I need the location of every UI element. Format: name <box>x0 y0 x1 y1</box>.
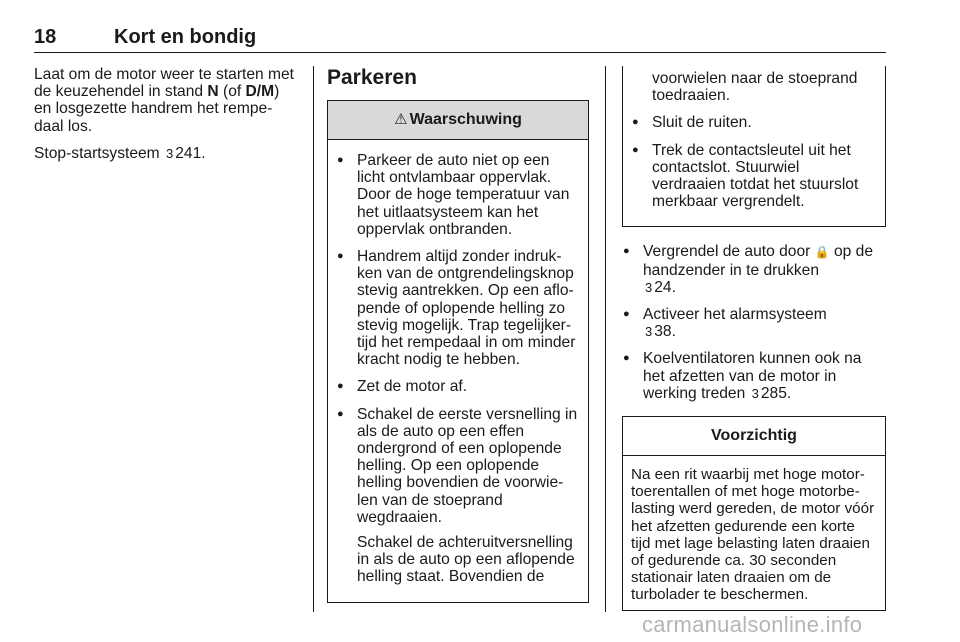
list-item <box>622 243 886 296</box>
list-item-continued: voorwielen naar de stoeprand toedraaien. <box>652 70 858 105</box>
column-divider-1 <box>313 66 314 612</box>
gear-n: N <box>207 83 219 101</box>
warning-box <box>327 100 589 603</box>
caution-box <box>622 416 886 611</box>
text-run: Koelventilatoren kunnen ook na het afzetten van de motor in werking treden <box>643 350 862 402</box>
warning-list-continued <box>631 70 877 210</box>
restart-paragraph <box>34 66 300 135</box>
text-run: (of <box>218 83 246 101</box>
list-item: ● Parkeer de auto niet op een licht ontvlambaar oppervlak. Door de hoge temperatuur van het uitlaatsysteem kan het oppervlak ontbranden. <box>336 152 580 238</box>
stop-start-reference <box>34 145 300 162</box>
caution-title: Voorzichtig <box>623 417 885 456</box>
warning-triangle-icon: ⚠ <box>394 111 408 129</box>
text-run: Vergrendel de auto door <box>643 243 811 261</box>
chapter-title: Kort en bondig <box>114 26 257 48</box>
list-item: ● Sluit de ruiten. <box>631 114 877 131</box>
page-reference-arrow-icon: 3 <box>751 385 759 401</box>
list-item-extra: Schakel de achteruitversnelling in als de auto op een aflopende helling staat. Bovendien de <box>357 534 575 586</box>
section-title: Parkeren <box>327 66 417 89</box>
page-number: 18 <box>34 26 57 48</box>
column-divider-2 <box>605 66 606 612</box>
reference-page[interactable]: 24. <box>654 278 676 296</box>
page-reference-arrow-icon: 3 <box>166 145 174 161</box>
text-run: ) en losgezette handrem het rempe-daal los. <box>34 83 280 135</box>
gear-dm: D/M <box>245 83 275 101</box>
lock-icon: 🔒 <box>814 245 830 260</box>
warning-box-continued <box>622 66 886 227</box>
page-reference-arrow-icon: 3 <box>645 279 653 295</box>
column-right <box>622 66 886 611</box>
page-header <box>34 24 886 53</box>
warning-list <box>336 152 580 586</box>
list-item <box>622 350 886 402</box>
text-run: Laat om de motor weer te starten met de keuzehendel in stand <box>34 66 295 101</box>
list-item <box>622 306 886 340</box>
list-item: ● Trek de contactsleutel uit het contactslot. Stuurwiel verdraaien totdat het stuurslot merkbaar vergrendelt. <box>631 142 877 211</box>
parking-steps-list <box>622 243 886 402</box>
column-left <box>34 66 300 172</box>
reference-page[interactable]: 38. <box>654 323 676 341</box>
reference-page[interactable]: 285. <box>760 384 792 402</box>
list-item: ● Zet de motor af. <box>336 378 580 395</box>
warning-body <box>328 140 588 602</box>
watermark-text: carmanualsonline.info <box>642 612 863 637</box>
warning-header <box>328 100 588 140</box>
list-item: ● Handrem altijd zonder indruk-ken van de ontgrendelingsknop stevig aantrekken. Op een aflo-pende of oplopende helling zo stevig mogelijk. Trap tegelijker-tijd het rempedaal in om minder kracht nodig te hebben. <box>336 248 580 368</box>
list-item <box>336 406 580 586</box>
column-middle <box>327 66 589 603</box>
warning-title: Waarschuwing <box>409 111 522 129</box>
list-item-text: Schakel de eerste versnelling in als de auto op een effen ondergrond of een oplopende helling. Op een oplopende helling bovendien de voorwie-len van de stoeprand wegdraaien. <box>357 405 578 526</box>
reference-text: Stop-startsysteem <box>34 144 160 162</box>
caution-body: Na een rit waarbij met hoge motor-toerentallen of met hoge motorbe-lasting werd gereden, de motor vóór het afzetten gedurende een korte tijd met lage belasting laten draaien of gedurende ca. 30 seconden stationair laten draaien om de turbolader te beschermen. <box>631 466 875 604</box>
text-run: Activeer het alarmsysteem <box>643 306 827 324</box>
reference-page[interactable]: 241. <box>175 144 206 162</box>
page-reference-arrow-icon: 3 <box>645 324 653 340</box>
text-run: op de handzender in te drukken <box>643 243 873 279</box>
